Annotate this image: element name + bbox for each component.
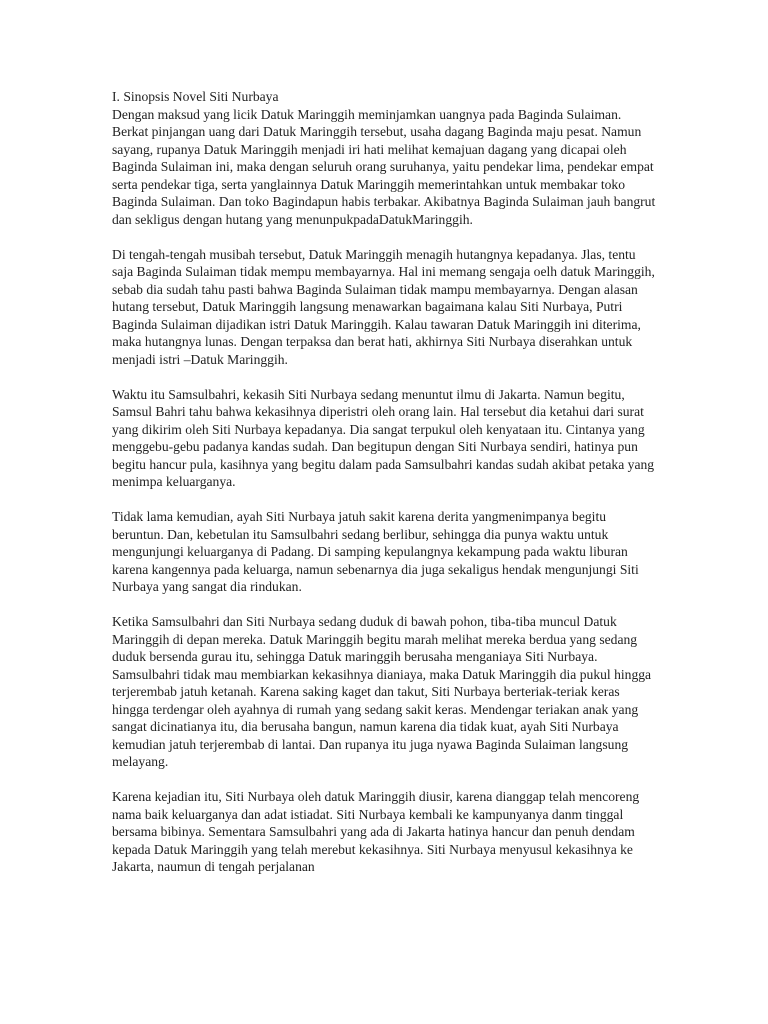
document-page — [112, 88, 657, 893]
paragraph-2: Di tengah-tengah musibah tersebut, Datuk Maringgih menagih hutangnya kepadanya. Jlas, tentu saja Baginda Sulaiman tidak mempu membayarnya. Hal ini memang sengaja oelh datuk Maringgih, sebab dia sudah tahu pasti bahwa Baginda Sulaiman tidak mampu membayarnya. Dengan alasan hutang tersebut, Datuk Maringgih langsung menawarkan bagaimana kalau Siti Nurbaya, Putri Baginda Sulaiman dijadikan istri Datuk Maringgih. Kalau tawaran Datuk Maringgih ini diterima, maka hutangnya lunas. Dengan terpaksa dan berat hati, akhirnya Siti Nurbaya diserahkan untuk menjadi istri –Datuk Maringgih. — [112, 246, 655, 367]
paragraph-4: Tidak lama kemudian, ayah Siti Nurbaya jatuh sakit karena derita yangmenimpanya begitu beruntun. Dan, kebetulan itu Samsulbahri sedang berlibur, sehingga dia punya waktu untuk mengunjungi keluarganya di Padang. Di samping kepulangnya kekampung pada waktu liburan karena kangennya pada keluarga, namun sebenarnya dia juga sekaligus hendak mengunjungi Siti Nurbaya yang sangat dia rindukan. — [112, 509, 639, 594]
paragraph-3: Waktu itu Samsulbahri, kekasih Siti Nurbaya sedang menuntut ilmu di Jakarta. Namun begitu, Samsul Bahri tahu bahwa kekasihnya diperistri oleh orang lain. Hal tersebut dia ketahui dari surat yang dikirim oleh Siti Nurbaya kepadanya. Dia sangat terpukul oleh kenyataan itu. Cintanya yang menggebu-gebu padanya kandas sudah. Dan begitupun dengan Siti Nurbaya sendiri, hatinya pun begitu hancur pula, kasihnya yang begitu dalam pada Samsulbahri kandas sudah akibat petaka yang menimpa keluarganya. — [112, 386, 655, 489]
paragraph-6: Karena kejadian itu, Siti Nurbaya oleh datuk Maringgih diusir, karena dianggap telah mencoreng nama baik keluarganya dan adat istiadat. Siti Nurbaya kembali ke kampunyanya danm tinggal bersama bibinya. Sementara Samsulbahri yang ada di Jakarta hatinya hancur dan penuh dendam kepada Datuk Maringgih yang telah merebut kekasihnya. Siti Nurbaya menyusul kekasihnya ke Jakarta, naumun di tengah perjalanan — [112, 789, 640, 874]
paragraph-5: Ketika Samsulbahri dan Siti Nurbaya sedang duduk di bawah pohon, tiba-tiba muncul Datuk Maringgih di depan mereka. Datuk Maringgih begitu marah melihat mereka berdua yang sedang duduk bersenda gurau itu, sehingga Datuk maringgih berusaha menganiaya Siti Nurbaya. Samsulbahri tidak mau membiarkan kekasihnya dianiaya, maka Datuk Maringgih dia pukul hingga terjerembab jatuh ketanah. Karena saking kaget dan takut, Siti Nurbaya berteriak-teriak keras hingga terdengar oleh ayahnya di rumah yang sedang sakit keras. Mendengar teriakan anak yang sangat dicinatianya itu, dia berusaha bangun, namun karena dia tidak kuat, ayah Siti Nurbaya kemudian jatuh terjerembab di lantai. Dan rupanya itu juga nyawa Baginda Sulaiman langsung melayang. — [112, 614, 652, 769]
paragraph-1: Dengan maksud yang licik Datuk Maringgih meminjamkan uangnya pada Baginda Sulaiman. Berkat pinjangan uang dari Datuk Maringgih tersebut, usaha dagang Baginda maju pesat. Namun sayang, rupanya Datuk Maringgih menjadi iri hati melihat kemajuan dagang yang dicapai oleh Baginda Sulaiman ini, maka dengan seluruh orang suruhanya, yaitu pendekar lima, pendekar empat serta pendekar tiga, serta yanglainnya Datuk Maringgih memerintahkan untuk membakar toko Baginda Sulaiman. Dan toko Bagindapun habis terbakar. Akibatnya Baginda Sulaiman jauh bangrut dan sekligus dengan hutang yang menunpukpadaDatukMaringgih. — [112, 106, 656, 227]
document-title: I. Sinopsis Novel Siti Nurbaya — [112, 89, 279, 104]
